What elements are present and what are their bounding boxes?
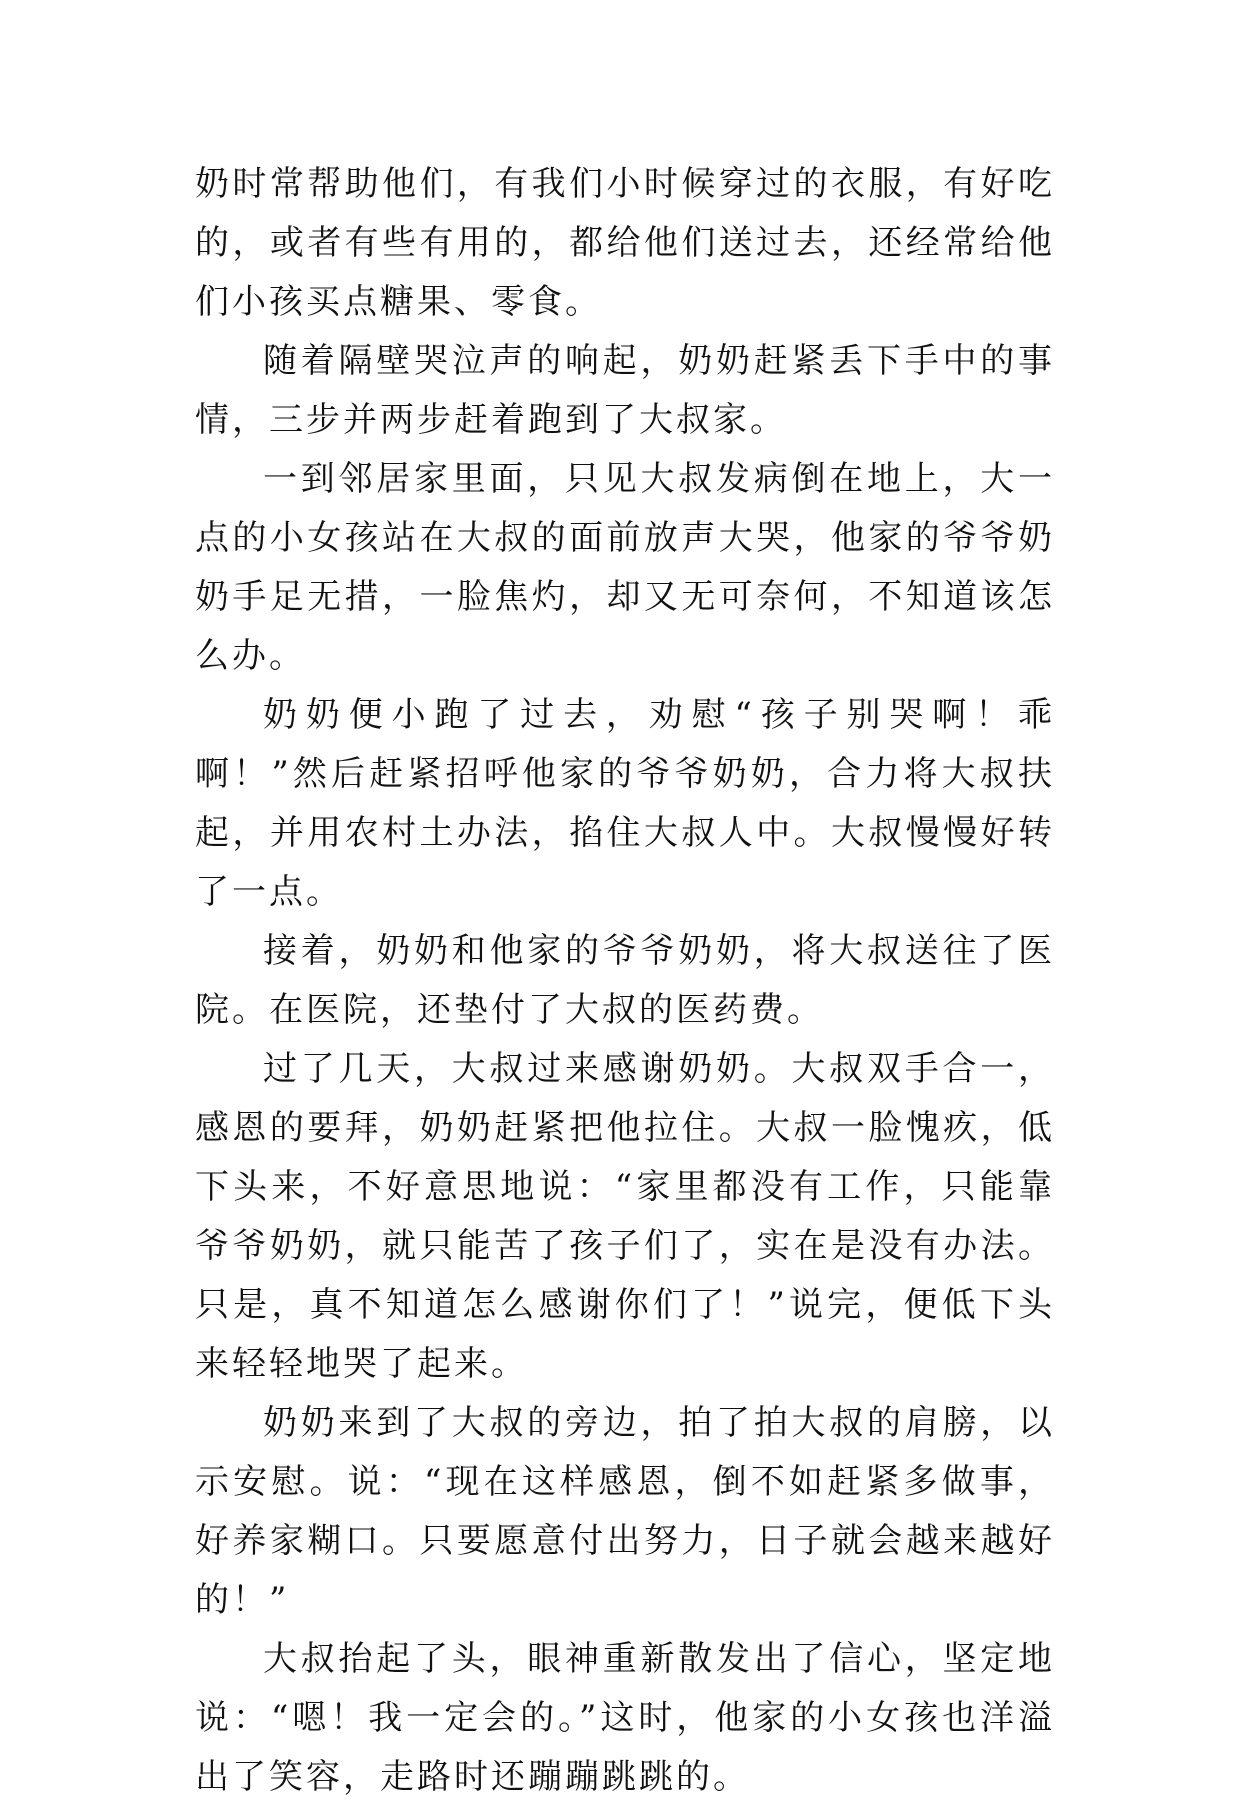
paragraph-8: 大叔抬起了头，眼神重新散发出了信心，坚定地说：“嗯！我一定会的。”这时，他家的小女孩也洋溢出了笑容，走路时还蹦蹦跳跳的。 <box>195 1639 1055 1797</box>
paragraph-6: 过了几天，大叔过来感谢奶奶。大叔双手合一，感恩的要拜，奶奶赶紧把他拉住。大叔一脸愧疚，低下头来，不好意思地说：“家里都没有工作，只能靠爷爷奶奶，就只能苦了孩子们了，实在是没有办法。只是，真不知道怎么感谢你们了！”说完，便低下头来轻轻地哭了起来。 <box>195 1049 1055 1384</box>
paragraph-1: 奶时常帮助他们，有我们小时候穿过的衣服，有好吃的，或者有些有用的，都给他们送过去，还经常给他们小孩买点糖果、零食。 <box>195 164 1055 322</box>
paragraph-5: 接着，奶奶和他家的爷爷奶奶，将大叔送往了医院。在医院，还垫付了大叔的医药费。 <box>195 931 1055 1030</box>
paragraph-7: 奶奶来到了大叔的旁边，拍了拍大叔的肩膀，以示安慰。说：“现在这样感恩，倒不如赶紧多做事，好养家糊口。只要愿意付出努力，日子就会越来越好的！” <box>195 1403 1055 1620</box>
document-body <box>195 155 1055 1807</box>
paragraph-4: 奶奶便小跑了过去，劝慰“孩子别哭啊！乖啊！”然后赶紧招呼他家的爷爷奶奶，合力将大叔扶起，并用农村土办法，掐住大叔人中。大叔慢慢好转了一点。 <box>195 695 1055 912</box>
paragraph-2: 随着隔壁哭泣声的响起，奶奶赶紧丢下手中的事情，三步并两步赶着跑到了大叔家。 <box>195 341 1055 440</box>
paragraph-3: 一到邻居家里面，只见大叔发病倒在地上，大一点的小女孩站在大叔的面前放声大哭，他家的爷爷奶奶手足无措，一脸焦灼，却又无可奈何，不知道该怎么办。 <box>195 459 1055 676</box>
